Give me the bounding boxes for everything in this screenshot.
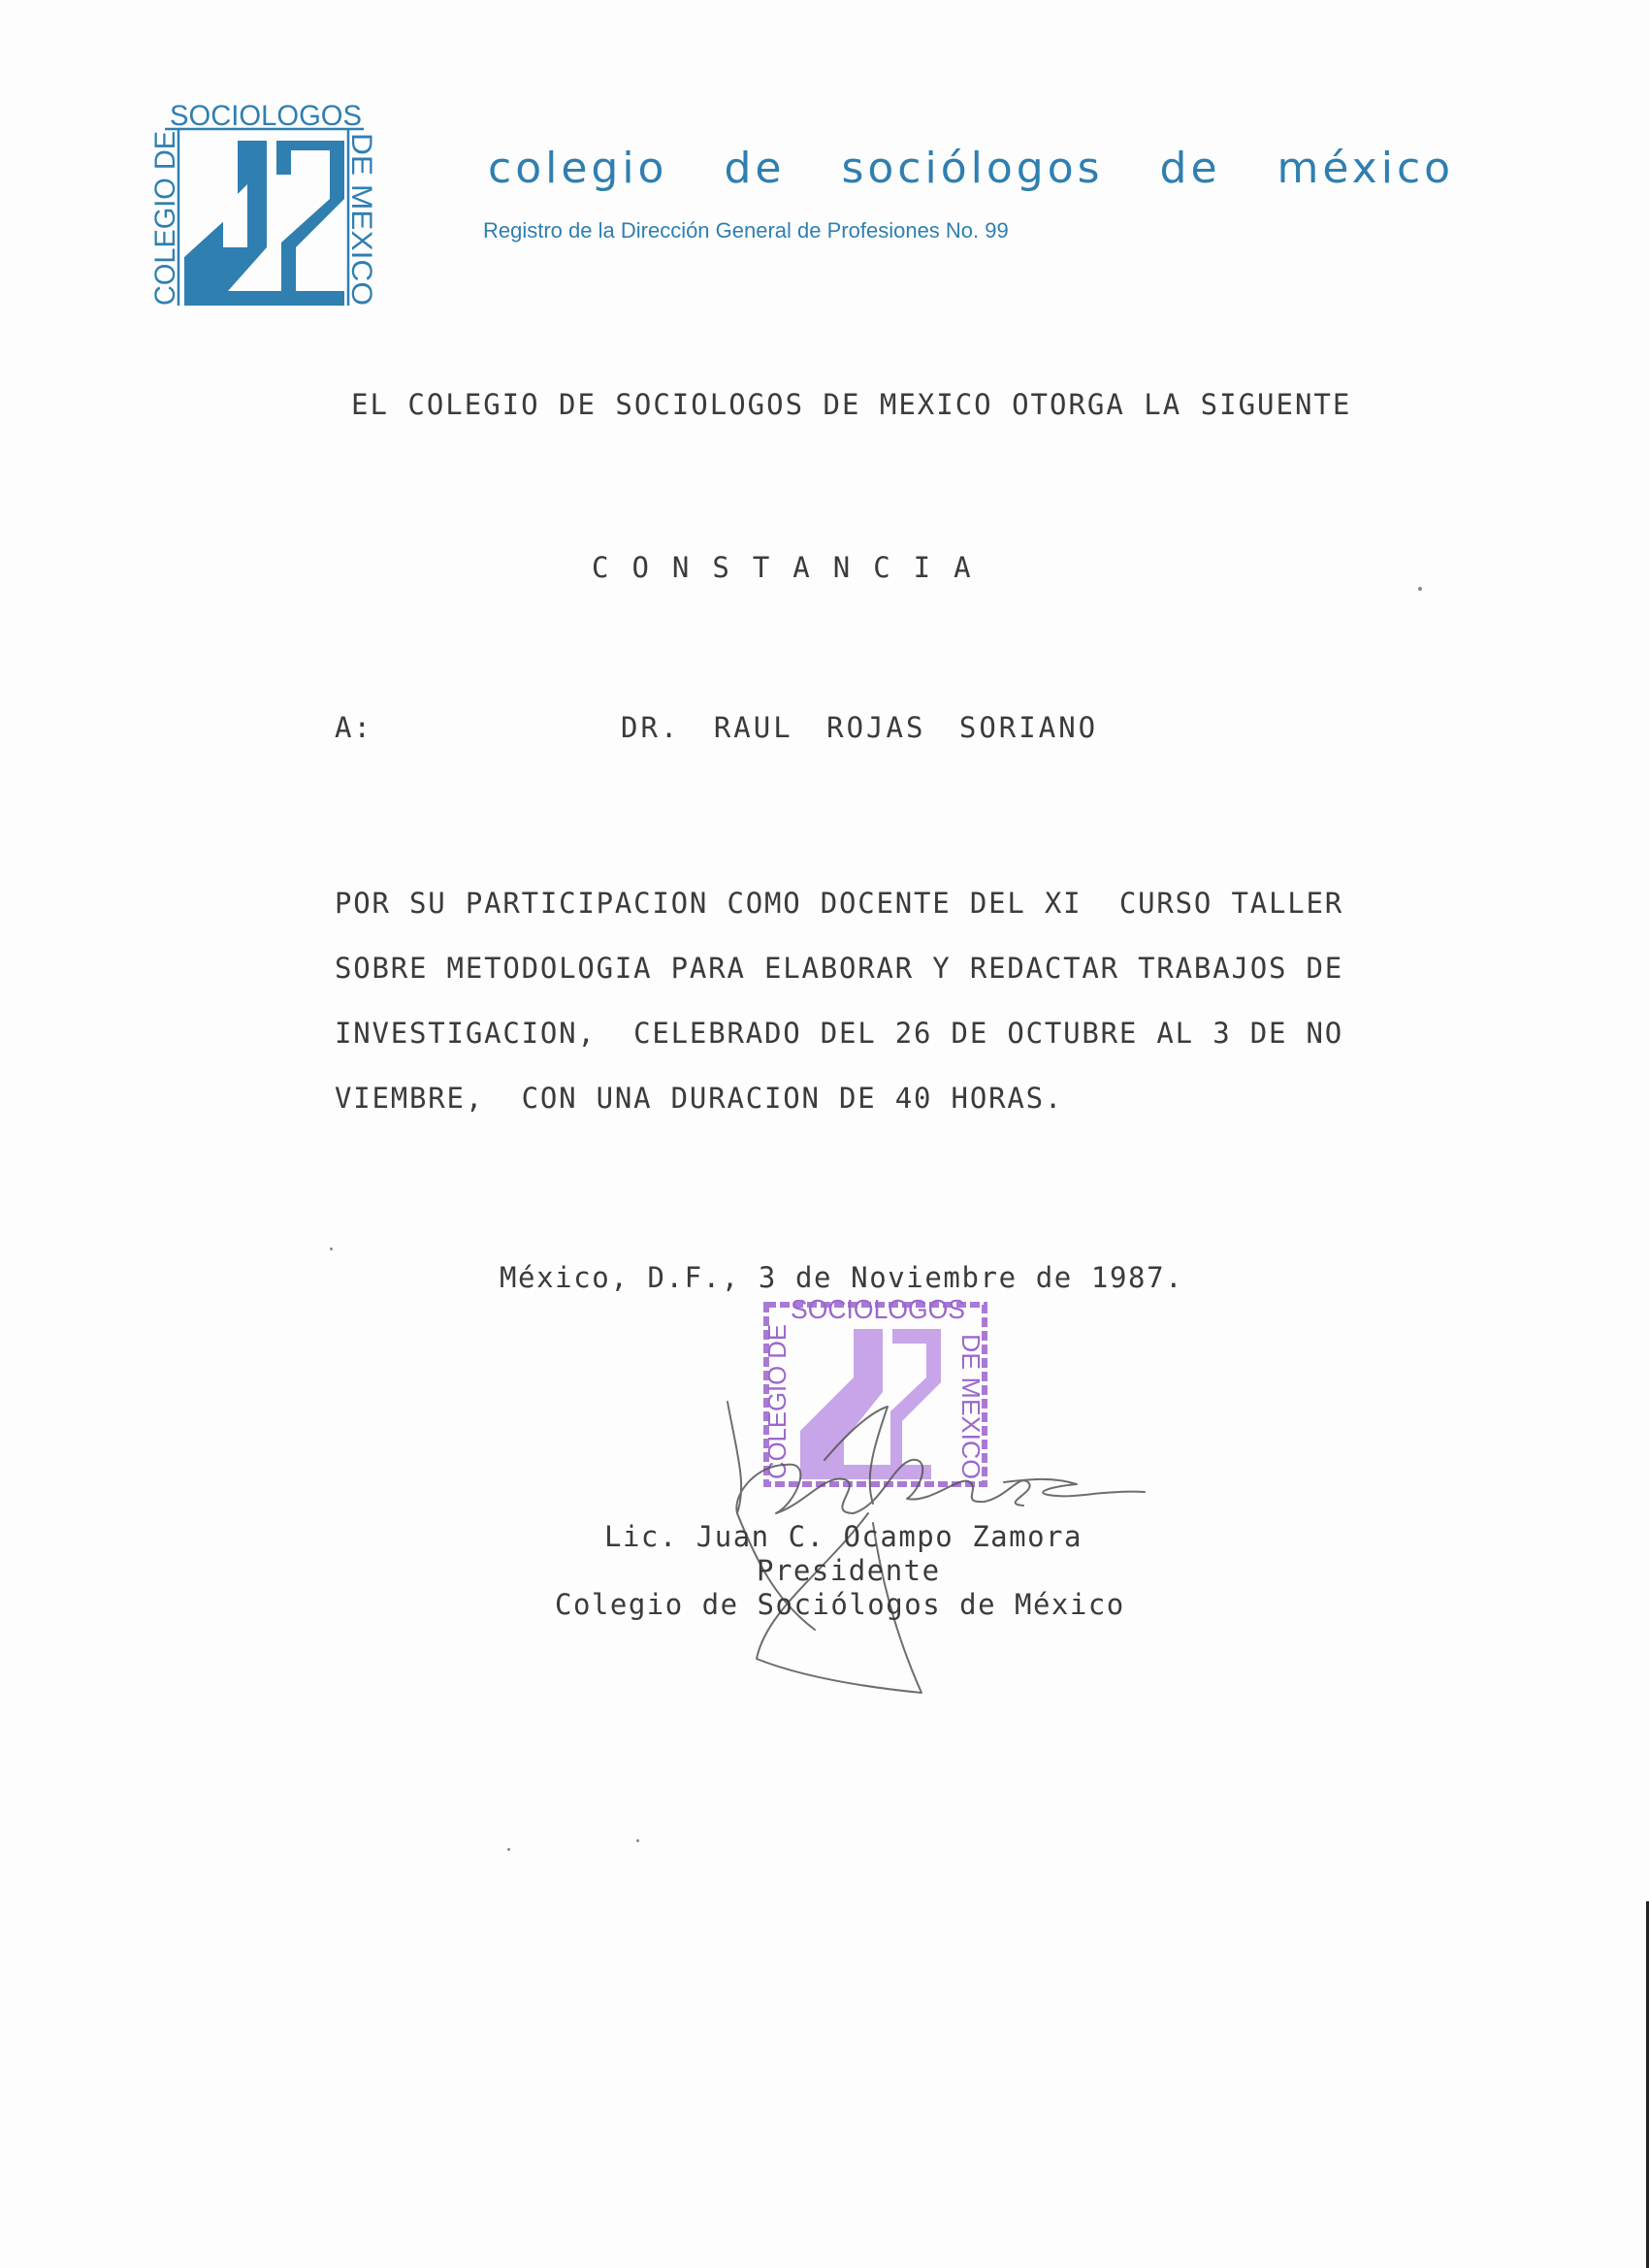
body-line: SOBRE METODOLOGIA PARA ELABORAR Y REDACTAR TRABAJOS DE [335, 952, 1344, 985]
body-line: POR SU PARTICIPACION COMO DOCENTE DEL XI CURSO TALLER [335, 887, 1344, 920]
stamp-left-text: COLEGIO DE [762, 1322, 792, 1479]
stamp-top-text: SOCIOLOGOS [791, 1294, 965, 1324]
logo-left-text: COLEGIO DE [149, 124, 181, 306]
scan-speck [1418, 587, 1422, 591]
recipient-name: DR. RAUL ROJAS SORIANO [621, 711, 1099, 744]
intro-text: EL COLEGIO DE SOCIOLOGOS DE MEXICO OTORGA LA SIGUENTE [351, 388, 1352, 421]
signatory-name: Lic. Juan C. Ocampo Zamora [604, 1520, 1083, 1553]
document-title: CONSTANCIA [592, 551, 994, 584]
scan-speck [636, 1839, 639, 1842]
body-line: INVESTIGACION, CELEBRADO DEL 26 DE OCTUBRE AL 3 DE NO [335, 1017, 1344, 1050]
signatory-organization: Colegio de Sociólogos de México [555, 1588, 1125, 1621]
scan-speck [507, 1848, 510, 1851]
organization-name: colegio de sociólogos de méxico [488, 144, 1455, 193]
signatory-title: Presidente [757, 1554, 941, 1587]
organization-logo [146, 102, 383, 310]
stamp-right-text: DE MEXICO [956, 1334, 986, 1475]
organization-registry: Registro de la Dirección General de Profesiones No. 99 [483, 218, 1009, 243]
logo-top-text: SOCIOLOGOS [170, 102, 362, 132]
body-line: VIEMBRE, CON UNA DURACION DE 40 HORAS. [335, 1082, 1064, 1115]
body-paragraph [335, 871, 1382, 1131]
place-date: México, D.F., 3 de Noviembre de 1987. [500, 1261, 1184, 1294]
recipient-label: A: [335, 711, 372, 744]
logo-right-text: DE MEXICO [345, 133, 377, 297]
scan-speck [330, 1247, 333, 1250]
